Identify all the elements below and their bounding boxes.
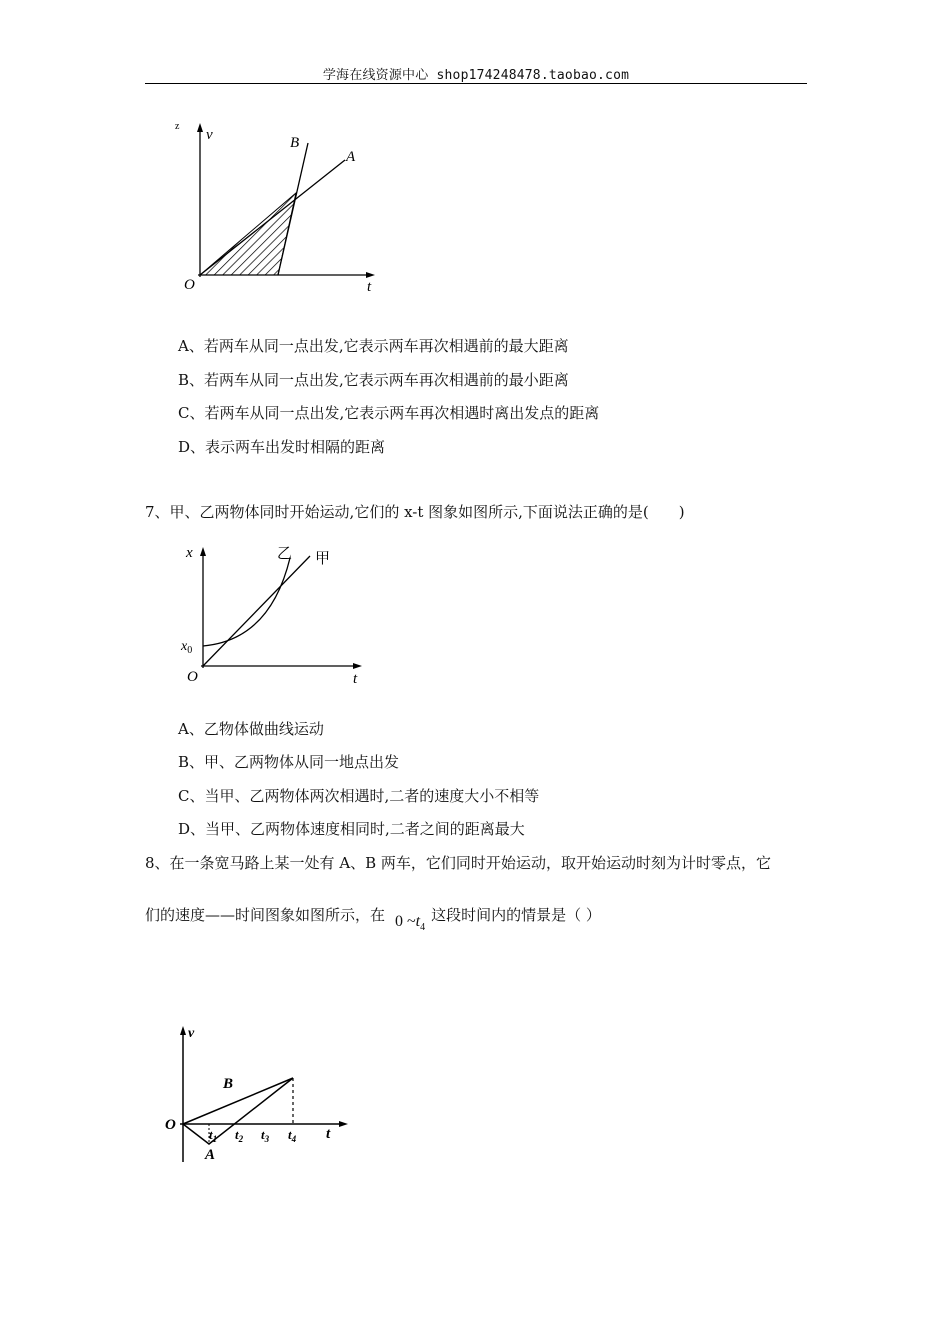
origin-label: O — [184, 277, 195, 293]
x-arrow — [353, 663, 362, 669]
line-b-label: B — [290, 135, 300, 151]
q6-option-d: D、表示两车出发时相隔的距离 — [178, 438, 386, 456]
x-axis-label: t — [367, 279, 372, 295]
x0-label: $x_0$ — [181, 639, 193, 656]
q7-stem: 7、甲、乙两物体同时开始运动,它们的 x-t 图象如图所示,下面说法正确的是( ) — [145, 503, 685, 521]
q6-option-a: A、若两车从同一点出发,它表示两车再次相遇前的最大距离 — [178, 337, 569, 355]
q7-option-a: A、乙物体做曲线运动 — [178, 720, 324, 738]
q8-stem-part1: 们的速度——时间图象如图所示，在 — [145, 906, 386, 924]
header-rule — [145, 83, 807, 84]
shaded-area — [200, 193, 296, 275]
figure-2-xt-graph — [170, 538, 380, 688]
x-arrow — [366, 272, 375, 278]
tick-t2: $t_2$ — [235, 1127, 244, 1144]
line-b — [183, 1078, 293, 1124]
label-jia: 甲 — [315, 551, 331, 567]
label-b: B — [223, 1076, 234, 1092]
x-axis-label: t — [353, 671, 358, 687]
curve-yi — [203, 558, 290, 646]
y-arrow — [180, 1026, 186, 1035]
y-axis-label: x — [186, 545, 193, 561]
axis-mark: z — [175, 121, 180, 132]
y-arrow — [200, 547, 206, 556]
figure-3-vt-graph — [160, 1020, 360, 1170]
q8-stem-line2 — [145, 904, 601, 934]
y-arrow — [197, 123, 203, 132]
q8-stem-line1: 8、在一条宽马路上某一处有 A、B 两车，它们同时开始运动，取开始运动时刻为计时零点，它 — [145, 854, 771, 872]
q7-option-d: D、当甲、乙两物体速度相同时,二者之间的距离最大 — [178, 820, 525, 838]
tick-t4: $t_4$ — [288, 1127, 297, 1144]
q6-option-b: B、若两车从同一点出发,它表示两车再次相遇前的最小距离 — [178, 371, 569, 389]
y-axis-label: v — [206, 127, 213, 143]
line-jia — [203, 556, 310, 666]
q6-option-c: C、若两车从同一点出发,它表示两车再次相遇时离出发点的距离 — [178, 404, 600, 422]
origin-label: O — [187, 669, 198, 685]
label-a: A — [205, 1147, 216, 1163]
q8-math-interval: 0 $\sim t_4$ — [395, 913, 426, 934]
page-header: 学海在线资源中心 shop174248478.taobao.com — [322, 68, 630, 83]
q8-stem-part2: 这段时间内的情景是（ ） — [431, 906, 601, 924]
tick-t1: $t_1$ — [209, 1127, 218, 1144]
q7-option-c: C、当甲、乙两物体两次相遇时,二者的速度大小不相等 — [178, 787, 540, 805]
q7-option-b: B、甲、乙两物体从同一地点出发 — [178, 753, 400, 771]
tick-t3: $t_3$ — [261, 1127, 270, 1144]
figure-1-vt-graph — [170, 115, 390, 300]
y-axis-label: v — [188, 1026, 195, 1041]
origin-label: O — [165, 1117, 176, 1133]
x-arrow — [339, 1121, 348, 1127]
label-yi: 乙 — [277, 546, 293, 562]
x-axis-label: t — [326, 1126, 331, 1142]
line-a-label: A — [346, 149, 356, 165]
